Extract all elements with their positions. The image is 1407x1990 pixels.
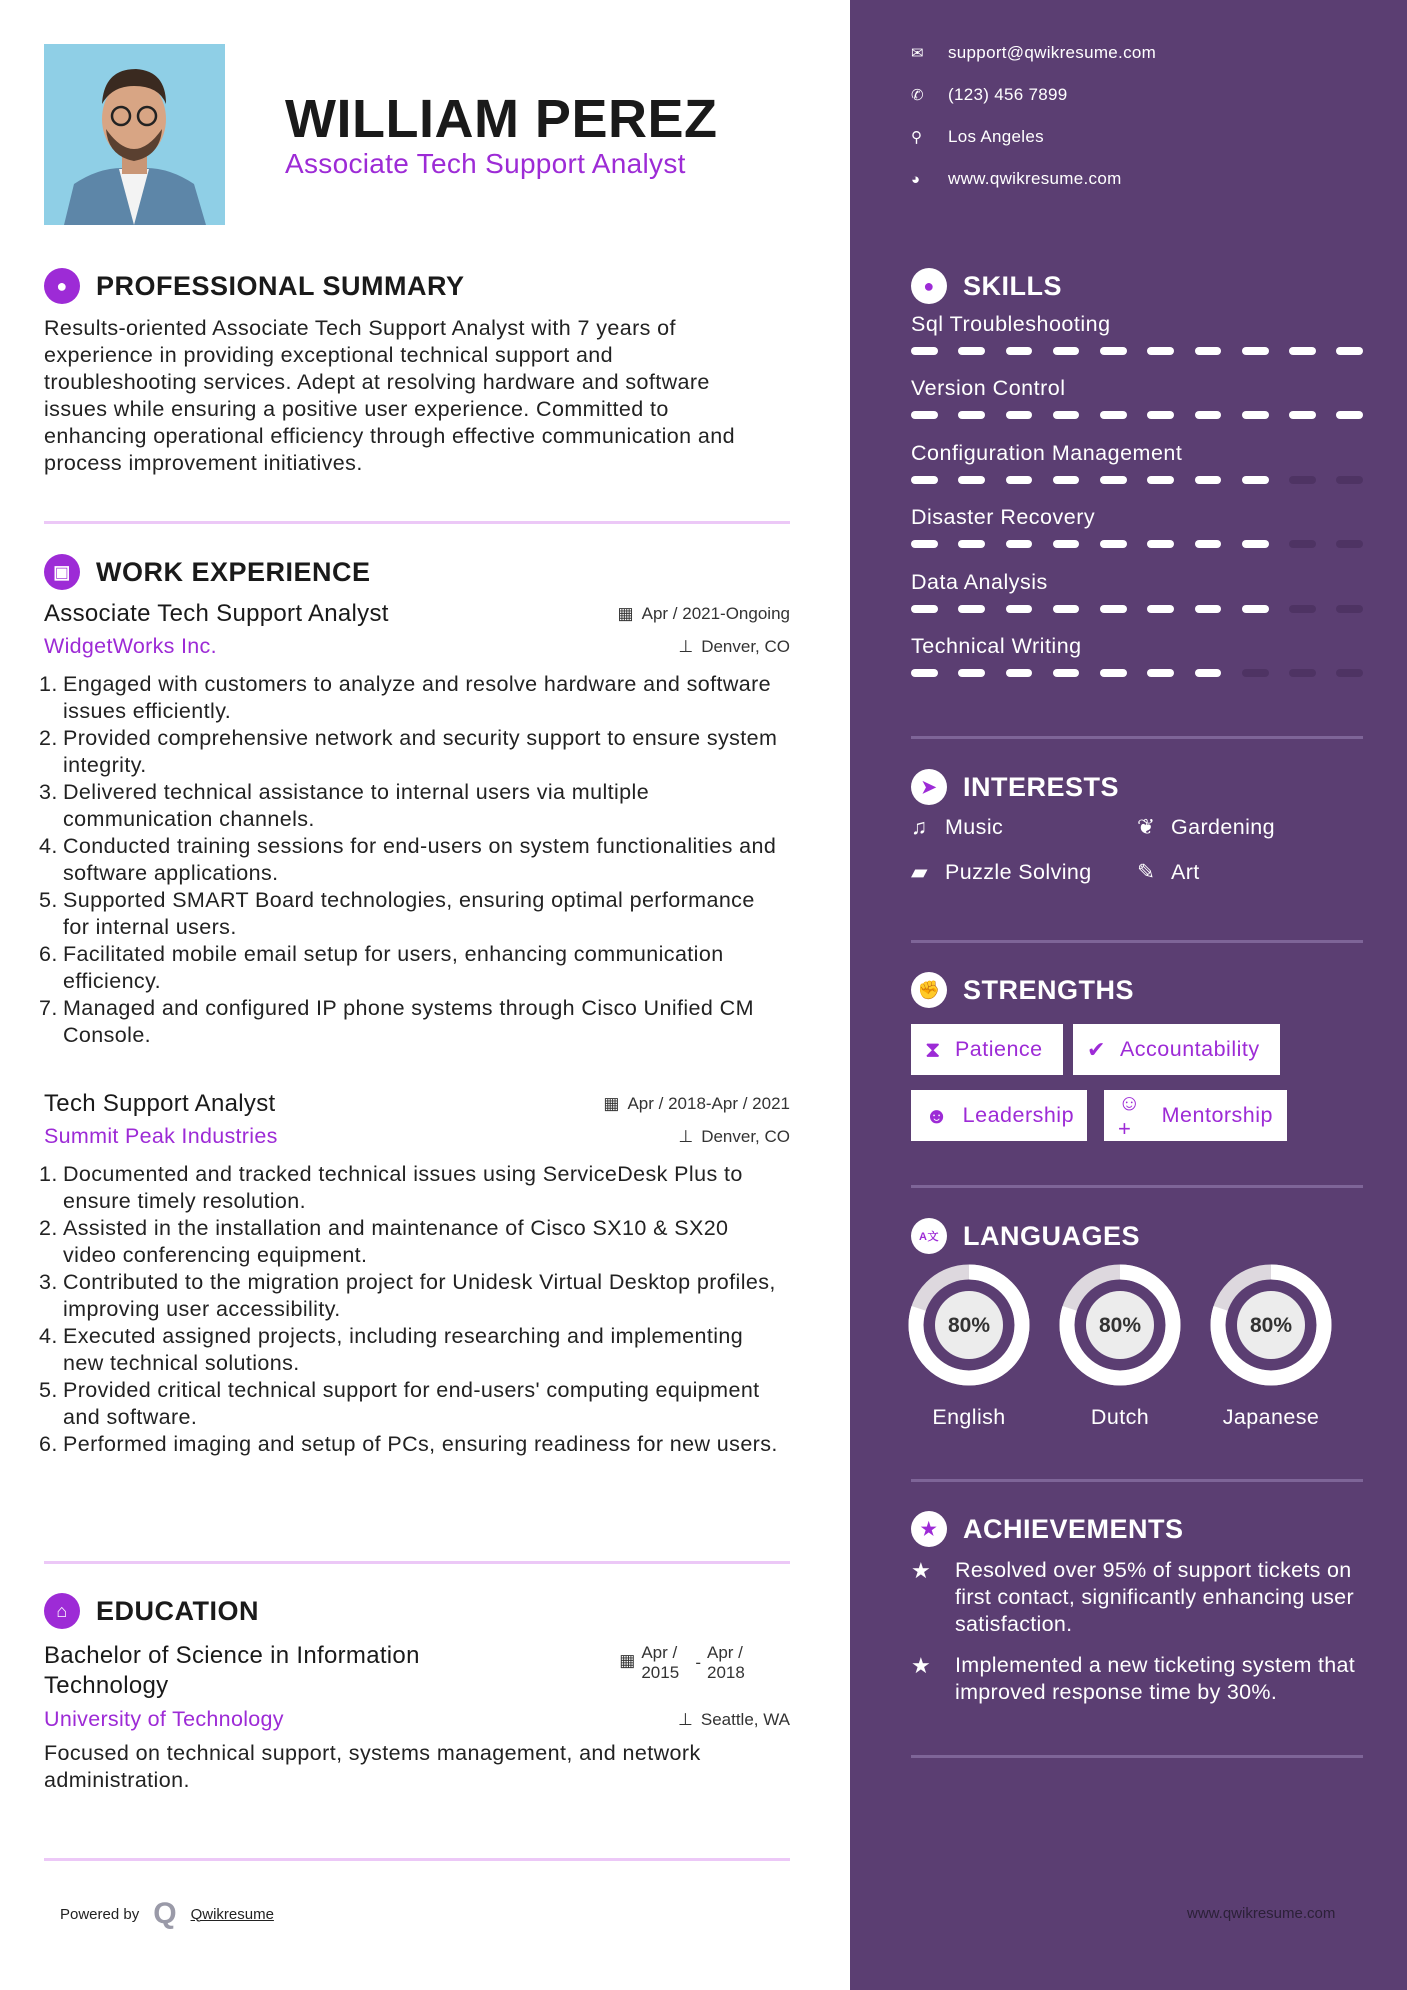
interest-item xyxy=(911,815,1003,840)
contact-email[interactable] xyxy=(911,41,1156,65)
leaf-icon: ❦ xyxy=(1137,815,1156,839)
job-header xyxy=(44,1090,790,1118)
list-item xyxy=(39,725,779,779)
list-item xyxy=(39,941,779,995)
list-number: 4. xyxy=(39,834,58,858)
list-item-text: Facilitated mobile email setup for users, enhancing communication efficiency. xyxy=(63,942,724,993)
skills-heading-text: SKILLS xyxy=(963,270,1063,301)
skill-bar-filled xyxy=(1195,605,1222,613)
job-subheader xyxy=(44,634,790,659)
skill-bar-filled xyxy=(1147,347,1174,355)
strengths-heading-text: STRENGTHS xyxy=(963,974,1135,1005)
list-item xyxy=(39,779,779,833)
degree: Bachelor of Science in Information Technology xyxy=(44,1642,420,1699)
list-item-text: Provided critical technical support for end-users' computing equipment and software. xyxy=(63,1378,760,1429)
contact-list xyxy=(911,41,1156,191)
strengths-section xyxy=(911,972,1363,1008)
list-number: 7. xyxy=(39,996,58,1020)
job-location-text: Denver, CO xyxy=(701,1126,790,1146)
contact-email-text: support@qwikresume.com xyxy=(948,43,1157,62)
pushpin-icon: ⊥ xyxy=(678,636,694,656)
graduate-icon: ⌂ xyxy=(44,1593,80,1629)
job-header xyxy=(44,600,790,628)
skill-bar-filled xyxy=(911,540,938,548)
skill-bar-empty xyxy=(1289,605,1316,613)
qwikresume-logo-icon: Q xyxy=(153,1897,177,1930)
education-end: Apr / 2018 xyxy=(707,1643,745,1682)
list-item-text: Assisted in the installation and maintenance of Cisco SX10 & SX20 video conferencing equipment. xyxy=(63,1216,729,1267)
skill-rating xyxy=(911,347,1363,355)
list-item-text: Supported SMART Board technologies, ensuring optimal performance for internal users. xyxy=(63,888,755,939)
list-number: 5. xyxy=(39,888,58,912)
skill-bar-filled xyxy=(911,669,938,677)
achievements-heading xyxy=(911,1511,1363,1547)
language-progress-ring xyxy=(908,1264,1030,1386)
skill-bar-filled xyxy=(1053,605,1080,613)
map-pin-icon: ⚲ xyxy=(911,129,923,146)
hourglass-icon: ⧗ xyxy=(925,1036,941,1062)
divider xyxy=(911,940,1363,943)
skill-bar-filled xyxy=(1242,347,1269,355)
skills-section xyxy=(911,268,1363,698)
achievement-text: Implemented a new ticketing system that improved response time by 30%. xyxy=(955,1653,1356,1704)
book-icon: ▰ xyxy=(911,860,928,884)
skill-bar-filled xyxy=(1100,540,1127,548)
strength-label: Patience xyxy=(954,1037,1043,1061)
skill-rating xyxy=(911,411,1363,419)
list-item-text: Managed and configured IP phone systems through Cisco Unified CM Console. xyxy=(63,996,754,1047)
interests-section xyxy=(911,769,1363,805)
job-dates-text: Apr / 2021-Ongoing xyxy=(641,604,790,623)
skill-item xyxy=(911,634,1363,698)
skill-bar-filled xyxy=(1053,347,1080,355)
star-icon: ★ xyxy=(911,1558,932,1583)
skill-bar-filled xyxy=(1289,411,1316,419)
envelope-icon: ✉ xyxy=(911,45,924,62)
list-item xyxy=(39,1161,779,1215)
skill-bar-filled xyxy=(1053,411,1080,419)
list-number: 2. xyxy=(39,1216,58,1240)
list-item xyxy=(39,1377,779,1431)
skill-bar-filled xyxy=(1006,347,1033,355)
star-icon: ★ xyxy=(911,1653,932,1678)
skill-bar-empty xyxy=(1336,540,1363,548)
lightbulb-icon: ● xyxy=(911,268,947,304)
footer-powered xyxy=(60,1897,274,1931)
languages-heading xyxy=(911,1218,1363,1254)
users-icon: ☻ xyxy=(925,1102,949,1128)
interest-item xyxy=(1137,860,1200,885)
date-separator: - xyxy=(695,1653,701,1672)
skill-bar-empty xyxy=(1289,540,1316,548)
interest-item xyxy=(1137,815,1275,840)
skill-bar-filled xyxy=(1242,540,1269,548)
candidate-name: WILLIAM PEREZ xyxy=(285,89,718,149)
briefcase-icon: ▣ xyxy=(44,554,80,590)
language-percent: 80% xyxy=(1249,1314,1293,1337)
language-item xyxy=(908,1264,1030,1430)
list-item-text: Provided comprehensive network and security support to ensure system integrity. xyxy=(63,726,778,777)
skill-bar-filled xyxy=(1006,540,1033,548)
language-name: Japanese xyxy=(1222,1405,1320,1429)
interests-heading-text: INTERESTS xyxy=(963,771,1120,802)
paper-plane-icon: ➤ xyxy=(911,769,947,805)
interests-heading xyxy=(911,769,1363,805)
check-circle-icon: ✔ xyxy=(1087,1036,1106,1062)
pushpin-icon: ⊥ xyxy=(678,1709,693,1729)
qwikresume-link[interactable]: Qwikresume xyxy=(190,1905,274,1923)
strength-chip xyxy=(911,1090,1087,1141)
skill-bar-empty xyxy=(1289,476,1316,484)
skill-bar-filled xyxy=(1100,411,1127,419)
skill-name: Configuration Management xyxy=(911,440,1183,465)
job-dates xyxy=(603,1094,790,1114)
skill-bar-filled xyxy=(1053,669,1080,677)
education-dates xyxy=(619,1643,755,1683)
list-number: 1. xyxy=(39,1162,58,1186)
calendar-icon: ▦ xyxy=(603,1094,620,1113)
skill-bar-filled xyxy=(1147,540,1174,548)
translate-icon: A文 xyxy=(911,1218,947,1254)
skill-bar-filled xyxy=(1242,605,1269,613)
achievements-section xyxy=(911,1511,1363,1706)
language-item xyxy=(1210,1264,1332,1430)
skill-bar-filled xyxy=(911,476,938,484)
phone-icon: ✆ xyxy=(911,87,924,104)
powered-by-text: Powered by xyxy=(60,1905,140,1923)
skill-bar-filled xyxy=(1006,669,1033,677)
job-role: Associate Tech Support Analyst xyxy=(44,600,389,627)
pushpin-icon: ⊥ xyxy=(678,1126,694,1146)
summary-section xyxy=(44,268,790,477)
summary-heading xyxy=(44,268,790,304)
user-plus-icon: ☺+ xyxy=(1118,1089,1141,1141)
education-heading xyxy=(44,1593,790,1629)
experience-heading-text: WORK EXPERIENCE xyxy=(96,556,371,587)
skill-bar-filled xyxy=(1195,669,1222,677)
divider xyxy=(44,521,790,524)
language-progress-ring xyxy=(1210,1264,1332,1386)
list-item-text: Delivered technical assistance to internal users via multiple communication channels. xyxy=(63,780,650,831)
language-percent: 80% xyxy=(947,1314,991,1337)
skill-bar-filled xyxy=(1242,411,1269,419)
contact-location-text: Los Angeles xyxy=(948,127,1044,146)
list-item-text: Documented and tracked technical issues using ServiceDesk Plus to ensure timely resolution. xyxy=(63,1162,743,1213)
education-location xyxy=(678,1710,790,1730)
skill-bar-empty xyxy=(1336,605,1363,613)
divider xyxy=(44,1561,790,1564)
skill-bar-filled xyxy=(958,476,985,484)
job-location xyxy=(678,637,790,657)
languages-section xyxy=(911,1218,1363,1254)
language-name: English xyxy=(932,1405,1006,1429)
list-item-text: Contributed to the migration project for Unidesk Virtual Desktop profiles, improving user accessibility. xyxy=(63,1270,776,1321)
company-name: Summit Peak Industries xyxy=(44,1124,278,1148)
education-section xyxy=(44,1593,790,1794)
school: University of Technology xyxy=(44,1707,284,1731)
skill-bar-filled xyxy=(958,605,985,613)
skill-bar-filled xyxy=(1147,669,1174,677)
list-number: 6. xyxy=(39,1432,58,1456)
summary-text: Results-oriented Associate Tech Support Analyst with 7 years of experience in providing exceptional technical support and troubleshooting services. Adept at resolving hardware and software issues while ensuring a positive user experience. Committed to enhancing operational efficiency through effective communication and process improvement initiatives. xyxy=(44,316,735,475)
job-dates xyxy=(618,604,790,624)
skill-name: Data Analysis xyxy=(911,569,1048,594)
skill-bar-filled xyxy=(911,347,938,355)
paintbrush-icon: ✎ xyxy=(1137,860,1156,884)
skill-item xyxy=(911,505,1363,569)
skill-bar-filled xyxy=(1100,605,1127,613)
list-item-text: Executed assigned projects, including researching and implementing new technical solutions. xyxy=(63,1324,744,1375)
company-name: WidgetWorks Inc. xyxy=(44,634,217,658)
user-icon: ● xyxy=(44,268,80,304)
interest-label: Gardening xyxy=(1171,815,1276,839)
summary-heading-text: PROFESSIONAL SUMMARY xyxy=(96,270,465,301)
skill-bar-filled xyxy=(911,411,938,419)
divider xyxy=(911,1479,1363,1482)
skill-item xyxy=(911,570,1363,634)
footer-site[interactable]: www.qwikresume.com xyxy=(1187,1905,1336,1922)
skill-rating xyxy=(911,669,1363,677)
skill-bar-filled xyxy=(1336,411,1363,419)
interest-label: Music xyxy=(945,815,1004,839)
skill-bar-filled xyxy=(1195,540,1222,548)
job-entry xyxy=(39,600,790,1049)
skill-bar-filled xyxy=(1006,476,1033,484)
list-number: 2. xyxy=(39,726,58,750)
fist-icon: ✊ xyxy=(911,972,947,1008)
skill-name: Disaster Recovery xyxy=(911,505,1096,530)
strength-chip xyxy=(1104,1090,1287,1141)
education-location-text: Seattle, WA xyxy=(700,1709,790,1729)
skill-bar-filled xyxy=(1100,476,1127,484)
list-number: 5. xyxy=(39,1378,58,1402)
candidate-title: Associate Tech Support Analyst xyxy=(285,148,686,179)
divider xyxy=(911,1185,1363,1188)
skill-bar-filled xyxy=(1195,411,1222,419)
divider xyxy=(911,736,1363,739)
skill-bar-filled xyxy=(911,605,938,613)
experience-heading xyxy=(44,554,790,590)
list-number: 4. xyxy=(39,1324,58,1348)
skill-bar-filled xyxy=(1147,411,1174,419)
contact-website[interactable] xyxy=(911,167,1156,191)
skill-bar-empty xyxy=(1289,669,1316,677)
calendar-icon: ▦ xyxy=(619,1651,636,1670)
achievement-item xyxy=(911,1652,1363,1706)
skill-bar-filled xyxy=(1195,476,1222,484)
list-item xyxy=(39,1323,779,1377)
language-progress-ring xyxy=(1059,1264,1181,1386)
education-heading-text: EDUCATION xyxy=(96,1595,259,1626)
education-description: Focused on technical support, systems management, and network administration. xyxy=(44,1741,701,1792)
languages-heading-text: LANGUAGES xyxy=(963,1220,1141,1251)
interest-label: Puzzle Solving xyxy=(945,860,1092,884)
skill-rating xyxy=(911,476,1363,484)
strength-label: Mentorship xyxy=(1161,1103,1273,1127)
language-item xyxy=(1059,1264,1181,1430)
divider xyxy=(44,1858,790,1861)
skill-name: Technical Writing xyxy=(911,633,1082,658)
job-role: Tech Support Analyst xyxy=(44,1090,276,1117)
skill-bar-filled xyxy=(1289,347,1316,355)
job-location xyxy=(678,1127,790,1147)
profile-photo xyxy=(44,44,225,225)
skill-bar-filled xyxy=(958,540,985,548)
skill-bar-filled xyxy=(1053,476,1080,484)
skill-item xyxy=(911,312,1363,376)
skill-rating xyxy=(911,540,1363,548)
skill-bar-filled xyxy=(1147,476,1174,484)
skill-bar-filled xyxy=(1195,347,1222,355)
skill-name: Version Control xyxy=(911,376,1066,401)
calendar-icon: ▦ xyxy=(617,604,634,623)
list-item xyxy=(39,995,779,1049)
strength-label: Accountability xyxy=(1119,1037,1260,1061)
achievement-text: Resolved over 95% of support tickets on first contact, significantly enhancing user satisfaction. xyxy=(955,1558,1354,1636)
strength-chip xyxy=(911,1024,1063,1075)
achievements-heading-text: ACHIEVEMENTS xyxy=(963,1513,1184,1544)
skill-bar-filled xyxy=(958,669,985,677)
skill-bar-filled xyxy=(1242,476,1269,484)
skill-rating xyxy=(911,605,1363,613)
skill-bar-empty xyxy=(1336,476,1363,484)
achievement-item xyxy=(911,1557,1363,1638)
job-entry xyxy=(39,1090,790,1458)
skills-heading xyxy=(911,268,1363,304)
list-item-text: Performed imaging and setup of PCs, ensuring readiness for new users. xyxy=(63,1432,778,1456)
strength-chip xyxy=(1073,1024,1280,1075)
education-start: Apr / 2015 xyxy=(641,1643,680,1682)
list-item xyxy=(39,887,779,941)
skill-bar-filled xyxy=(1100,669,1127,677)
globe-icon: ◕ xyxy=(911,170,921,188)
experience-section xyxy=(44,554,790,590)
language-percent: 80% xyxy=(1098,1314,1142,1337)
skill-bar-filled xyxy=(1100,347,1127,355)
divider xyxy=(911,1755,1363,1758)
strengths-heading xyxy=(911,972,1363,1008)
job-subheader xyxy=(44,1124,790,1149)
list-item-text: Conducted training sessions for end-users on system functionalities and software applications. xyxy=(63,834,777,885)
list-item xyxy=(39,671,779,725)
list-item xyxy=(39,1215,779,1269)
skill-bar-empty xyxy=(1336,669,1363,677)
skill-item xyxy=(911,376,1363,440)
language-name: Dutch xyxy=(1090,1405,1150,1429)
skill-bar-filled xyxy=(958,347,985,355)
list-item xyxy=(39,833,779,887)
contact-location xyxy=(911,125,1156,149)
skill-bar-filled xyxy=(1006,605,1033,613)
skill-bar-empty xyxy=(1242,669,1269,677)
responsibility-list xyxy=(39,671,779,1049)
list-item-text: Engaged with customers to analyze and resolve hardware and software issues efficiently. xyxy=(63,672,772,723)
star-badge-icon: ★ xyxy=(911,1511,947,1547)
skill-bar-filled xyxy=(1006,411,1033,419)
skill-bar-filled xyxy=(1336,347,1363,355)
skill-item xyxy=(911,441,1363,505)
strength-label: Leadership xyxy=(962,1103,1075,1127)
list-item xyxy=(39,1431,779,1458)
responsibility-list xyxy=(39,1161,779,1458)
contact-phone-text: (123) 456 7899 xyxy=(948,85,1068,104)
list-number: 3. xyxy=(39,1270,58,1294)
job-dates-text: Apr / 2018-Apr / 2021 xyxy=(627,1094,790,1113)
music-icon: ♫ xyxy=(911,815,928,839)
list-number: 1. xyxy=(39,672,58,696)
list-number: 3. xyxy=(39,780,58,804)
interest-label: Art xyxy=(1171,860,1200,884)
list-number: 6. xyxy=(39,942,58,966)
list-item xyxy=(39,1269,779,1323)
contact-phone[interactable] xyxy=(911,83,1156,107)
contact-website-text: www.qwikresume.com xyxy=(948,169,1122,188)
skill-bar-filled xyxy=(1053,540,1080,548)
skill-name: Sql Troubleshooting xyxy=(911,312,1111,336)
interest-item xyxy=(911,860,1092,885)
job-location-text: Denver, CO xyxy=(701,636,790,656)
skill-bar-filled xyxy=(1147,605,1174,613)
skill-bar-filled xyxy=(958,411,985,419)
